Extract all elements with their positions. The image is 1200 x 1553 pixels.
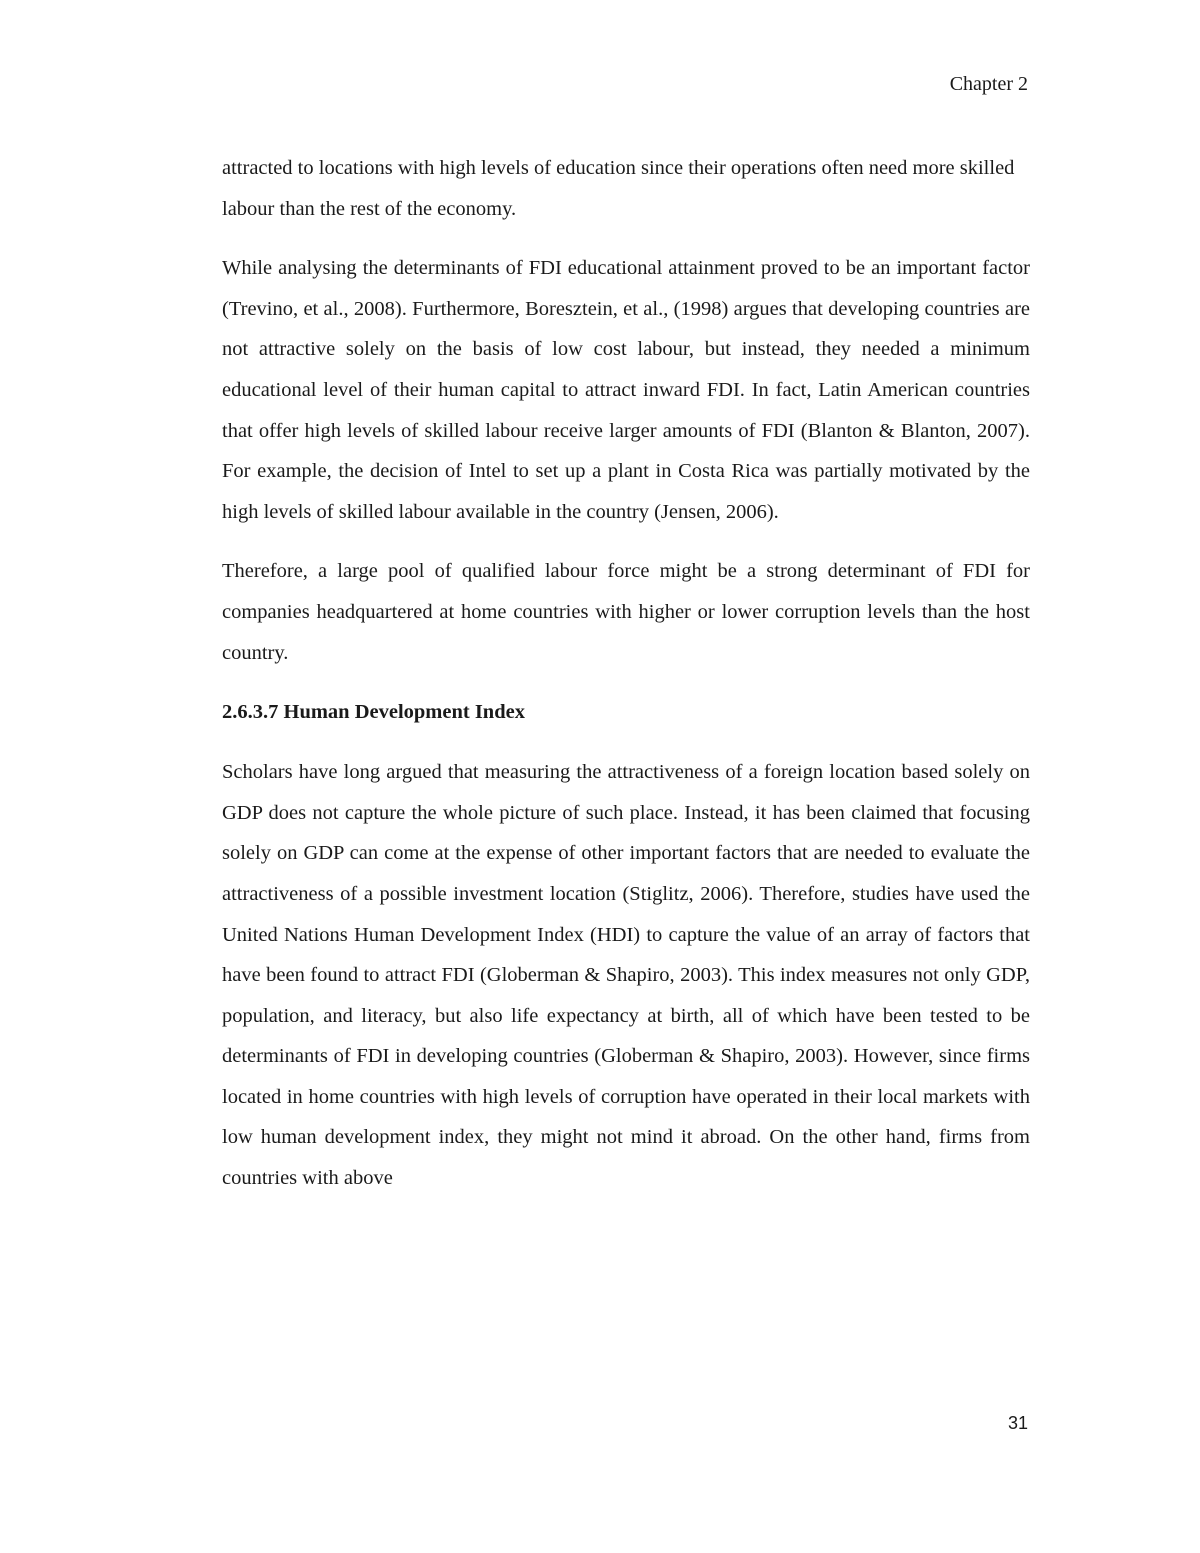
paragraph-educational-attainment: While analysing the determinants of FDI educational attainment proved to be an important factor (Trevino, et al., 2008). Furthermore, Boresztein, et al., (1998) argues that developing countries are not attractive solely on the basis of low cost labour, but instead, they needed a minimum educational level of their human capital to attract inward FDI. In fact, Latin American countries that offer high levels of skilled labour receive larger amounts of FDI (Blanton & Blanton, 2007). For example, the decision of Intel to set up a plant in Costa Rica was partially motivated by the high levels of skilled labour available in the country (Jensen, 2006). (222, 257, 1030, 523)
section-heading: 2.6.3.7 Human Development Index (222, 701, 525, 724)
body-text (222, 148, 1030, 1218)
running-header-chapter: Chapter 2 (949, 73, 1028, 95)
page-number: 31 (1007, 1413, 1028, 1433)
paragraph-education-continuation: attracted to locations with high levels of education since their operations often need more skilled labour than the rest of the economy. (222, 157, 1015, 220)
paragraph-qualified-labour: Therefore, a large pool of qualified labour force might be a strong determinant of FDI for companies headquartered at home countries with higher or lower corruption levels than the host country. (222, 560, 1030, 664)
paragraph-hdi: Scholars have long argued that measuring the attractiveness of a foreign location based solely on GDP does not capture the whole picture of such place. Instead, it has been claimed that focusing solely on GDP can come at the expense of other important factors that are needed to evaluate the attractiveness of a possible investment location (Stiglitz, 2006). Therefore, studies have used the United Nations Human Development Index (HDI) to capture the value of an array of factors that have been found to attract FDI (Globerman & Shapiro, 2003). This index measures not only GDP, population, and literacy, but also life expectancy at birth, all of which have been tested to be determinants of FDI in developing countries (Globerman & Shapiro, 2003). However, since firms located in home countries with high levels of corruption have operated in their local markets with low human development index, they might not mind it abroad. On the other hand, firms from countries with above (222, 761, 1030, 1190)
